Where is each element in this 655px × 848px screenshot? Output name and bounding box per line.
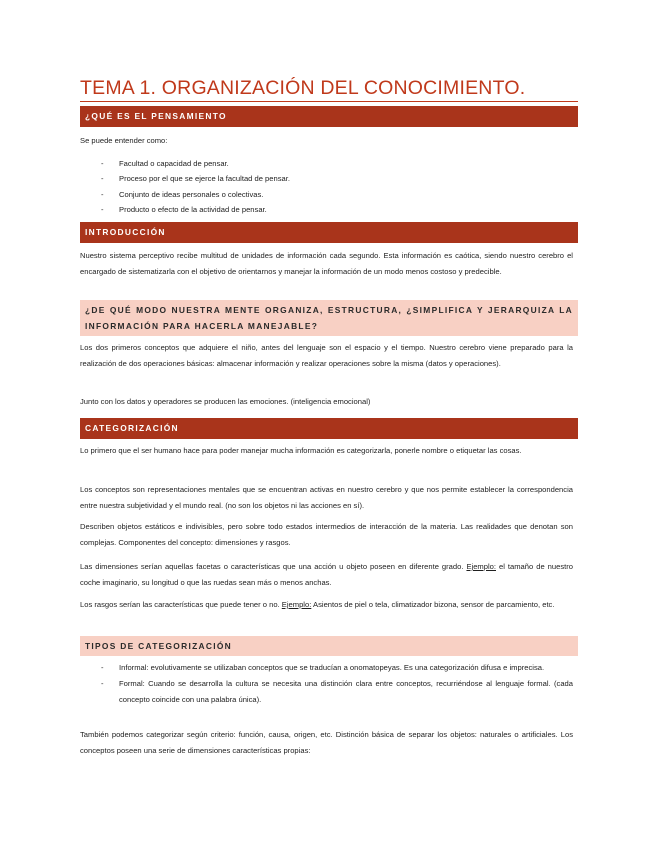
document-title: TEMA 1. ORGANIZACIÓN DEL CONOCIMIENTO. <box>80 77 526 99</box>
section-heading-organiza: ¿DE QUÉ MODO NUESTRA MENTE ORGANIZA, ESTRUCTURA, ¿SIMPLIFICA Y JERARQUIZA LA INFORMACIÓN PARA HACERLA MANEJABLE? <box>80 300 578 336</box>
section-intro: Se puede entender como: <box>80 136 168 145</box>
paragraph: Lo primero que el ser humano hace para poder manejar mucha información es categorizarla, ponerle nombre o etiquetar las cosas. <box>80 446 522 455</box>
example-label: Ejemplo: <box>466 562 496 571</box>
paragraph: Nuestro sistema perceptivo recibe multitud de unidades de información cada segundo. Esta información es caótica, siendo nuestro cerebro el encargado de sistematizarla con el objetivo de orientarnos y manejar la información de un modo menos costoso y predecible. <box>80 251 573 276</box>
list-item: - Conjunto de ideas personales o colectivas. <box>101 189 264 199</box>
section-heading-categorizacion: CATEGORIZACIÓN <box>80 418 578 439</box>
example-label: Ejemplo: <box>281 600 312 609</box>
paragraph: Los dos primeros conceptos que adquiere el niño, antes del lenguaje son el espacio y el tiempo. Nuestro cerebro viene preparado para la realización de dos operaciones básicas: almacenar información y realizar operaciones sobre la misma (datos y operaciones). <box>80 343 573 368</box>
list-item: - Informal: evolutivamente se utilizaban conceptos que se traducían a onomatopeyas. Es una categorización difusa e imprecisa. <box>101 663 545 672</box>
title-underline <box>80 101 578 102</box>
list-item: - Formal: Cuando se desarrolla la cultura se necesita una distinción clara entre conceptos, recurriéndose al lenguaje formal. (cada concepto coincide con una palabra única). <box>101 679 573 704</box>
paragraph: Junto con los datos y operadores se producen las emociones. (inteligencia emocional) <box>80 397 371 406</box>
section-heading-pensamiento: ¿QUÉ ES EL PENSAMIENTO <box>80 106 578 127</box>
paragraph-rasgos: Los rasgos serían las características que puede tener o no. Ejemplo: Asientos de piel o tela, climatizador bizona, sensor de parcamiento, etc. <box>80 600 555 609</box>
list-item: - Producto o efecto de la actividad de pensar. <box>101 204 267 214</box>
section-heading-tipos: TIPOS DE CATEGORIZACIÓN <box>80 636 578 656</box>
paragraph-dimensiones: Las dimensiones serían aquellas facetas o características que una acción u objeto poseen en diferente grado. Ejemplo: el tamaño de nuestro coche imaginario, su longitud o que las ruedas sean más o menos anchas. <box>80 562 573 587</box>
tipos-list <box>101 660 573 707</box>
paragraph: También podemos categorizar según criterio: función, causa, origen, etc. Distinción básica de separar los objetos: naturales o artificiales. Los conceptos poseen una serie de dimensiones características propias: <box>80 730 573 755</box>
list-item: - Facultad o capacidad de pensar. <box>101 159 229 168</box>
section-heading-introduccion: INTRODUCCIÓN <box>80 222 578 243</box>
pensamiento-list <box>101 156 589 217</box>
list-item: - Proceso por el que se ejerce la facultad de pensar. <box>101 174 290 184</box>
paragraph: Describen objetos estáticos e indivisibles, pero sobre todo estados intermedios de interacción de la materia. Las realidades que denotan son complejas. Componentes del concepto: dimensiones y rasgos. <box>80 522 573 547</box>
paragraph: Los conceptos son representaciones mentales que se encuentran activas en nuestro cerebro y que nos permite establecer la correspondencia entre nuestra subjetividad y el mundo real. (no son los objetos ni las acciones en sí). <box>80 485 573 510</box>
